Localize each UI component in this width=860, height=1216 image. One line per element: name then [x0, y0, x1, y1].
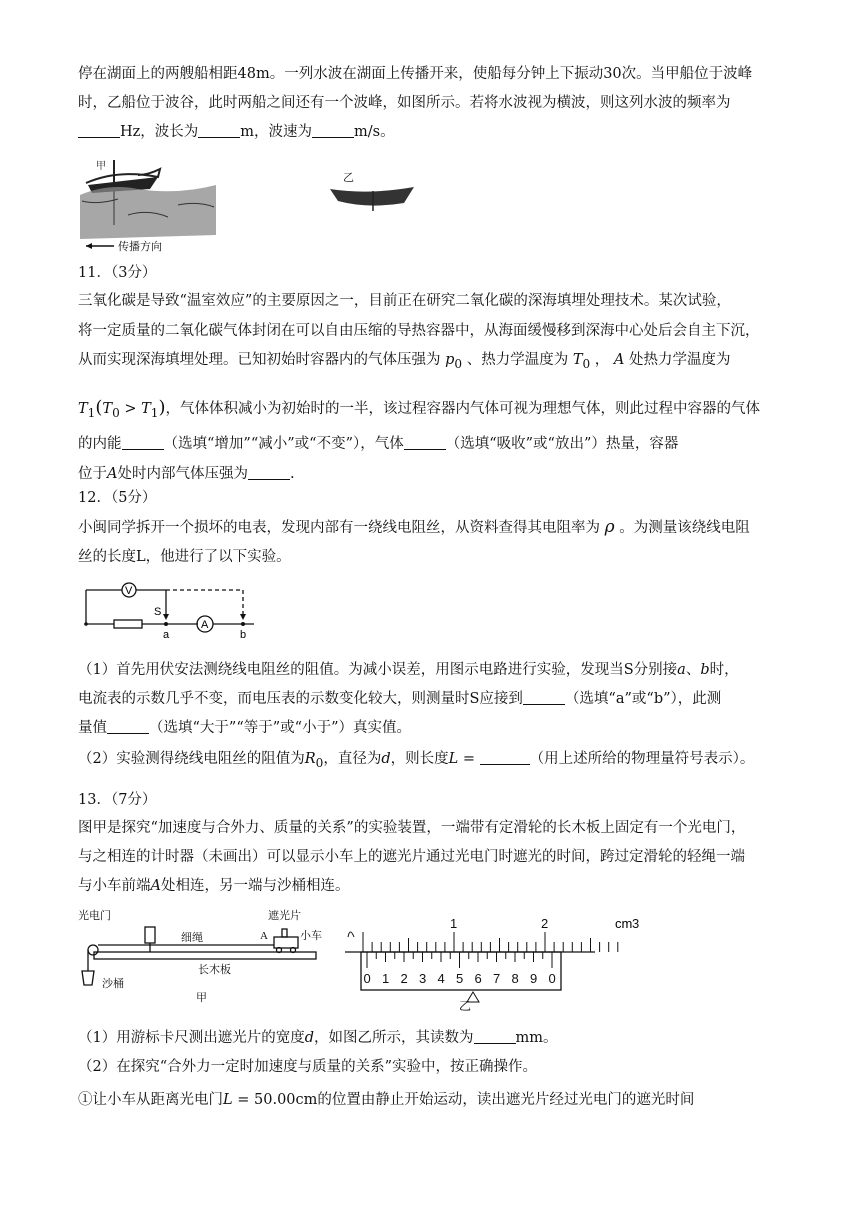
circuit-diagram	[78, 578, 258, 642]
q11-text-3	[78, 430, 790, 489]
q11-text-2	[78, 393, 790, 428]
q13-part3-line: ①让小车从距离光电门L = 50.00cm的位置由静止开始运动，读出遮光片经过光电门的遮光时间	[78, 1092, 695, 1108]
cm-unit-label: cm	[615, 916, 633, 931]
q11-number: 11．（3分）	[78, 265, 157, 281]
answer-blank-measured[interactable]	[107, 719, 149, 734]
q11-line1: 三氧化碳是导致“温室效应”的主要原因之一，目前正在研究二氧化碳的深海填埋处理技术。某次试验，	[78, 293, 731, 309]
main-scale-label: 1	[450, 916, 458, 931]
q11-line3: 从而实现深海填埋处理。已知初始时容器内的气体压强为 $p_0$ 、热力学温度为 $T_0$ ， A 处热力学温度为	[78, 352, 731, 371]
q11-line6: 位于A处时内部气体压强为 .	[78, 465, 295, 482]
resistor-icon	[114, 620, 142, 628]
answer-blank-length[interactable]	[480, 750, 530, 765]
q10-line2: 时，乙船位于波谷，此时两船之间还有一个波峰，如图所示。若将水波视为横波，则这列水波的频率为	[78, 95, 731, 111]
q13-text	[78, 814, 790, 901]
boat-yi-figure	[328, 165, 418, 215]
vernier-label: 6	[474, 971, 482, 986]
vernier-label: 1	[382, 971, 390, 986]
q12-line2: 丝的长度L，他进行了以下实验。	[78, 549, 291, 565]
vernier-caliper-figure	[345, 912, 645, 1012]
voltmeter-label: V	[125, 585, 133, 597]
answer-blank-reading[interactable]	[474, 1029, 516, 1044]
ammeter-label: A	[201, 619, 209, 631]
q13-part1-line: （1）用游标卡尺测出遮光片的宽度d，如图乙所示，其读数为 mm。	[78, 1030, 558, 1046]
figure-yi-label: 乙	[459, 999, 472, 1012]
q13-line2: 与之相连的计时器（未画出）可以显示小车上的遮光片通过光电门时遮光的时间，跨过定滑轮的轻绳一端	[78, 849, 745, 865]
node-a-label: a	[163, 629, 170, 641]
answer-blank-speed[interactable]	[312, 123, 354, 138]
vernier-label: 2	[400, 971, 408, 986]
cart-label: 小车	[300, 930, 322, 942]
main-scale-label: 2	[541, 916, 549, 931]
q12-part1-line3: 量值 （选填“大于”“等于”或“小于”）真实值。	[78, 720, 411, 736]
pulley-icon	[88, 945, 98, 955]
answer-blank-wavelength[interactable]	[198, 123, 240, 138]
figure-jia-label: 甲	[196, 992, 207, 1004]
sand-bucket-label: 沙桶	[102, 978, 124, 990]
switch-label: S	[154, 606, 162, 618]
main-scale-label: 3	[632, 916, 640, 931]
q10-text	[78, 60, 790, 147]
boat-yi-label: 乙	[343, 171, 354, 184]
answer-blank-switch[interactable]	[523, 690, 565, 705]
q12-part2	[78, 745, 790, 778]
photogate-icon	[145, 927, 155, 943]
answer-blank-internal-energy[interactable]	[122, 435, 164, 450]
q10-line3: Hz，波长为 m，波速为 m/s。	[78, 118, 790, 147]
q11-line4: $T_1(T_0 > T_1)$，气体体积减小为初始时的一半，该过程容器内气体可视为理想气体，则此过程中容器的气体	[78, 397, 761, 420]
q12-part1-line2: 电流表的示数几乎不变，而电压表的示数变化较大，则测量时S应接到 （选填“a”或“b”），此测	[78, 691, 722, 707]
q12-part1	[78, 656, 790, 743]
answer-blank-frequency[interactable]	[78, 123, 120, 138]
photogate-label: 光电门	[78, 910, 111, 922]
q11-line5: 的内能 （选填“增加”“减小”或“不变”），气体 （选填“吸收”或“放出”）热量，容器	[78, 436, 679, 452]
q12-text	[78, 513, 790, 572]
cart-icon	[274, 937, 298, 948]
q11-line2: 将一定质量的二氧化碳气体封闭在可以自由压缩的导热容器中，从海面缓慢移到深海中心处后会自主下沉，	[78, 322, 760, 339]
q13-line3: 与小车前端A处相连，另一端与沙桶相连。	[78, 878, 350, 894]
vernier-label: 3	[419, 971, 427, 986]
sand-bucket-icon	[82, 971, 94, 985]
answer-blank-pressure[interactable]	[248, 465, 290, 480]
q12-number: 12．（5分）	[78, 490, 157, 506]
q13-part1	[78, 1024, 790, 1115]
shading-plate-label: 遮光片	[268, 910, 301, 922]
vernier-label: 9	[530, 971, 538, 986]
point-a-label: A	[260, 930, 268, 942]
q13-line1: 图甲是探究“加速度与合外力、质量的关系”的实验装置，一端带有定滑轮的长木板上固定有一个光电门，	[78, 820, 746, 836]
vernier-label: 0	[363, 971, 371, 986]
vernier-label: 5	[456, 971, 464, 986]
long-board	[94, 952, 316, 959]
node-b-label: b	[240, 629, 247, 641]
q10-line1: 停在湖面上的两艘船相距48m。一列水波在湖面上传播开来，使船每分钟上下振动30次。当甲船位于波峰	[78, 66, 753, 82]
vernier-label: 0	[548, 971, 556, 986]
q12-line1: 小闽同学拆开一个损坏的电表，发现内部有一绕线电阻丝，从资料查得其电阻率为 ρ 。为测量该绕线电阻	[78, 517, 750, 537]
vernier-label: 8	[511, 971, 519, 986]
q11-text	[78, 287, 790, 379]
vernier-label: 4	[437, 971, 445, 986]
q12-part1-line1: （1）首先用伏安法测绕线电阻丝的阻值。为减小误差，用图示电路进行实验，发现当S分别接a、b时，	[78, 662, 739, 678]
shading-plate-icon	[282, 929, 287, 937]
q12-part2-line: （2）实验测得绕线电阻丝的阻值为$R_0$，直径为d，则长度L = （用上述所给的物理量符号表示）。	[78, 751, 755, 770]
q13-part2-line: （2）在探究“合外力一定时加速度与质量的关系”实验中，按正确操作。	[78, 1059, 538, 1075]
string-label: 细绳	[181, 932, 203, 944]
board-label: 长木板	[198, 964, 231, 976]
boat-jia-figure	[78, 155, 218, 255]
propagation-direction-label: 传播方向	[118, 240, 162, 253]
boat-jia-label: 甲	[96, 161, 106, 172]
apparatus-figure-jia	[78, 905, 328, 1010]
answer-blank-heat[interactable]	[404, 435, 446, 450]
q13-number: 13．（7分）	[78, 792, 157, 808]
vernier-label: 7	[493, 971, 501, 986]
